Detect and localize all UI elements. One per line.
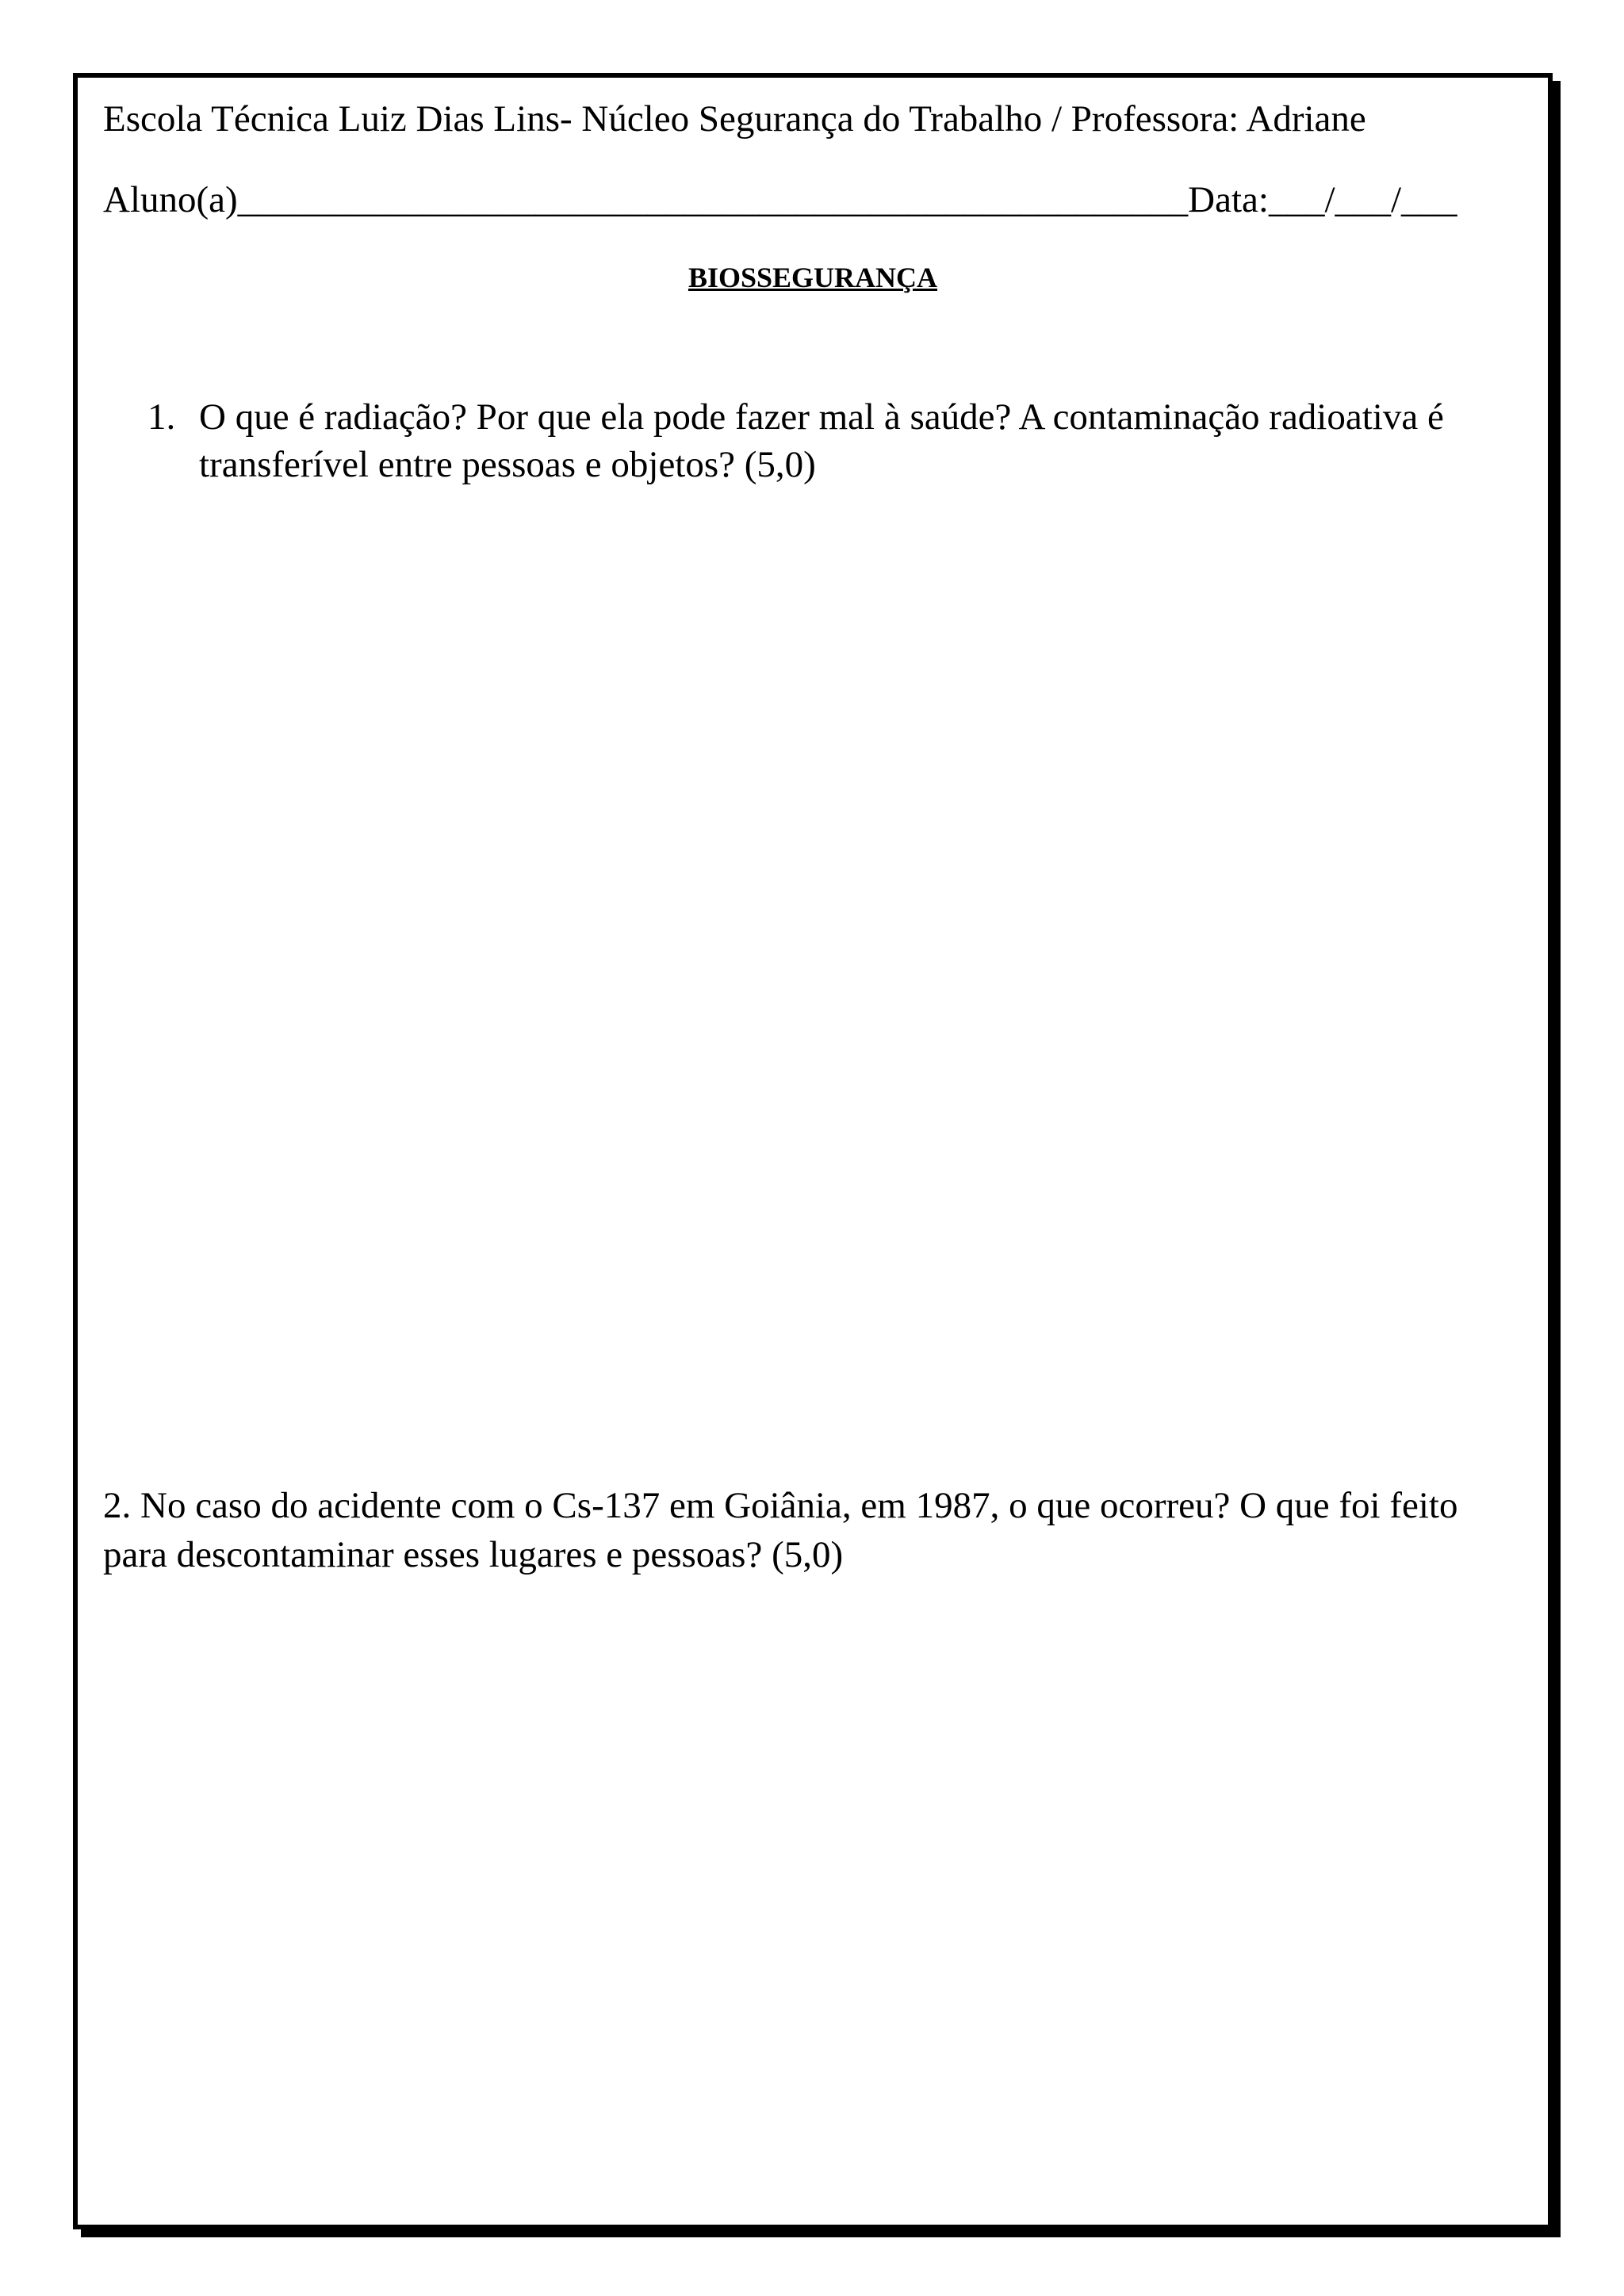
question-2-text: No caso do acidente com o Cs-137 em Goiânia, em 1987, o que ocorreu? O que foi feito para descontaminar esses lugares e pessoas? (5,0) bbox=[103, 1485, 1458, 1575]
student-name-date-line: Aluno(a)___________________________________________________Data:___/___/___ bbox=[103, 179, 1457, 220]
school-header: Escola Técnica Luiz Dias Lins- Núcleo Segurança do Trabalho / Professora: Adriane bbox=[103, 98, 1366, 140]
question-1-number: 1. bbox=[147, 396, 176, 438]
question-2-number: 2. bbox=[103, 1485, 132, 1526]
page-title: BIOSSEGURANÇA bbox=[688, 262, 938, 293]
exam-sheet-border bbox=[73, 73, 1553, 2229]
question-1-text: O que é radiação? Por que ela pode fazer mal à saúde? A contaminação radioativa é transferível entre pessoas e objetos? (5,0) bbox=[199, 396, 1444, 485]
question-1 bbox=[147, 393, 1527, 488]
question-2 bbox=[103, 1481, 1522, 1579]
